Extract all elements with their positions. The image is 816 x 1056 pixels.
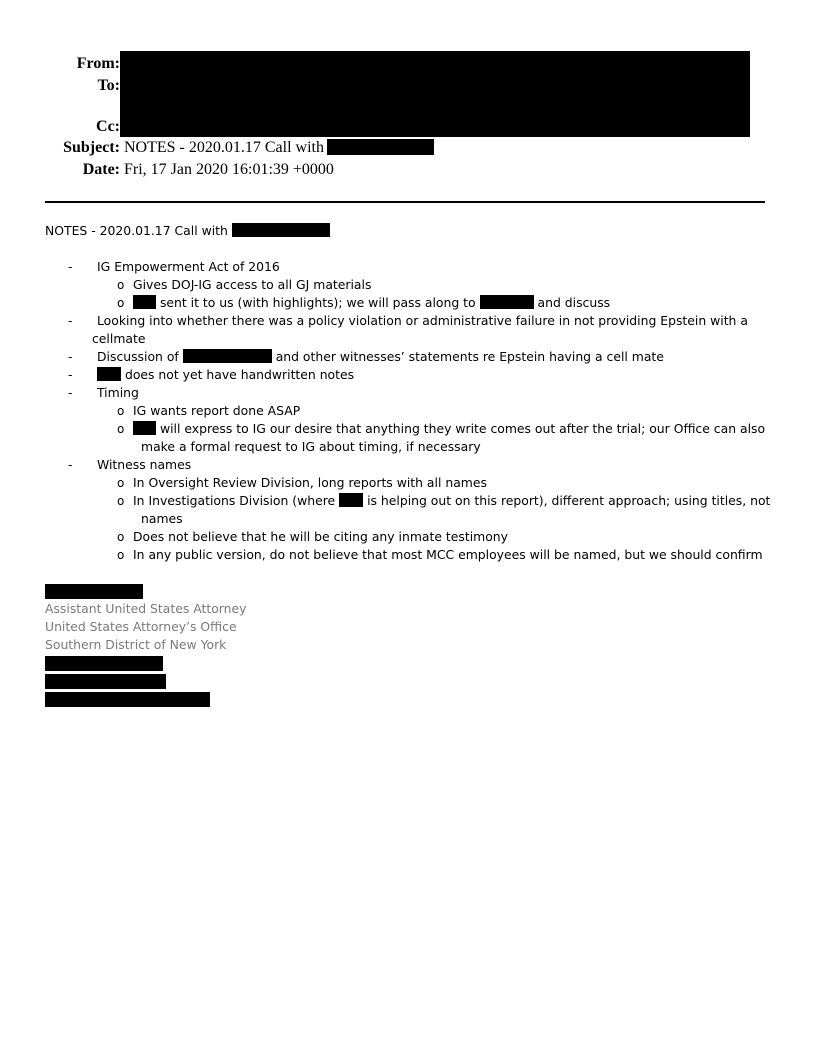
list-item: In Investigations Division (where is helping out on this report), different approach; using titles, not — [133, 493, 771, 508]
signature-district: Southern District of New York — [45, 637, 227, 652]
redaction-inline — [183, 349, 272, 363]
list-dash: - — [68, 349, 73, 364]
sub-bullet: o — [117, 422, 125, 436]
list-item: does not yet have handwritten notes — [97, 366, 354, 384]
list-item: sent it to us (with highlights); we will pass along to and discuss — [133, 294, 610, 312]
list-item: Witness names — [97, 457, 192, 472]
redaction-contact-3 — [45, 692, 210, 707]
list-item: Looking into whether there was a policy violation or administrative failure in not providing Epstein with a — [97, 313, 748, 328]
list-item: Timing — [97, 385, 139, 400]
notes-title: NOTES - 2020.01.17 Call with — [45, 222, 330, 240]
sub-bullet: o — [117, 530, 125, 544]
subject-label: Subject: — [63, 139, 120, 156]
list-item: Gives DOJ-IG access to all GJ materials — [133, 277, 372, 292]
redaction-inline — [339, 493, 363, 507]
list-dash: - — [68, 259, 73, 274]
list-item: Does not believe that he will be citing any inmate testimony — [133, 529, 508, 544]
redaction-inline — [232, 223, 330, 237]
redaction-inline — [133, 295, 156, 309]
sub-bullet: o — [117, 476, 125, 490]
date-label: Date: — [82, 161, 120, 178]
sub-bullet: o — [117, 296, 125, 310]
list-item: In any public version, do not believe that most MCC employees will be named, but we should confirm — [133, 547, 763, 562]
sub-bullet: o — [117, 278, 125, 292]
from-label: From: — [76, 55, 120, 72]
list-dash: - — [68, 457, 73, 472]
to-label: To: — [97, 77, 120, 94]
redaction-contact-1 — [45, 656, 163, 671]
redaction-inline — [97, 367, 121, 381]
list-item: IG wants report done ASAP — [133, 403, 301, 418]
list-item: Discussion of and other witnesses’ statements re Epstein having a cell mate — [97, 349, 664, 364]
list-item: IG Empowerment Act of 2016 — [97, 259, 280, 274]
date-value: Fri, 17 Jan 2020 16:01:39 +0000 — [124, 161, 334, 178]
redaction-signature-name — [45, 584, 143, 599]
list-item-continued: cellmate — [92, 331, 146, 346]
list-dash: - — [68, 313, 73, 328]
redaction-inline — [480, 295, 534, 309]
sub-bullet: o — [117, 548, 125, 562]
cc-label: Cc: — [96, 118, 120, 135]
redaction-inline — [133, 421, 156, 435]
list-item-continued: make a formal request to IG about timing, if necessary — [141, 439, 481, 454]
list-item-continued: names — [141, 511, 183, 526]
list-item: In Oversight Review Division, long reports with all names — [133, 475, 487, 490]
sub-bullet: o — [117, 494, 125, 508]
signature-title: Assistant United States Attorney — [45, 601, 247, 616]
redaction-contact-2 — [45, 674, 166, 689]
sub-bullet: o — [117, 404, 125, 418]
signature-office: United States Attorney’s Office — [45, 619, 237, 634]
list-dash: - — [68, 367, 73, 382]
list-dash: - — [68, 385, 73, 400]
subject-value: NOTES - 2020.01.17 Call with — [124, 139, 324, 156]
list-item: will express to IG our desire that anything they write comes out after the trial; our Office can also — [133, 420, 765, 438]
